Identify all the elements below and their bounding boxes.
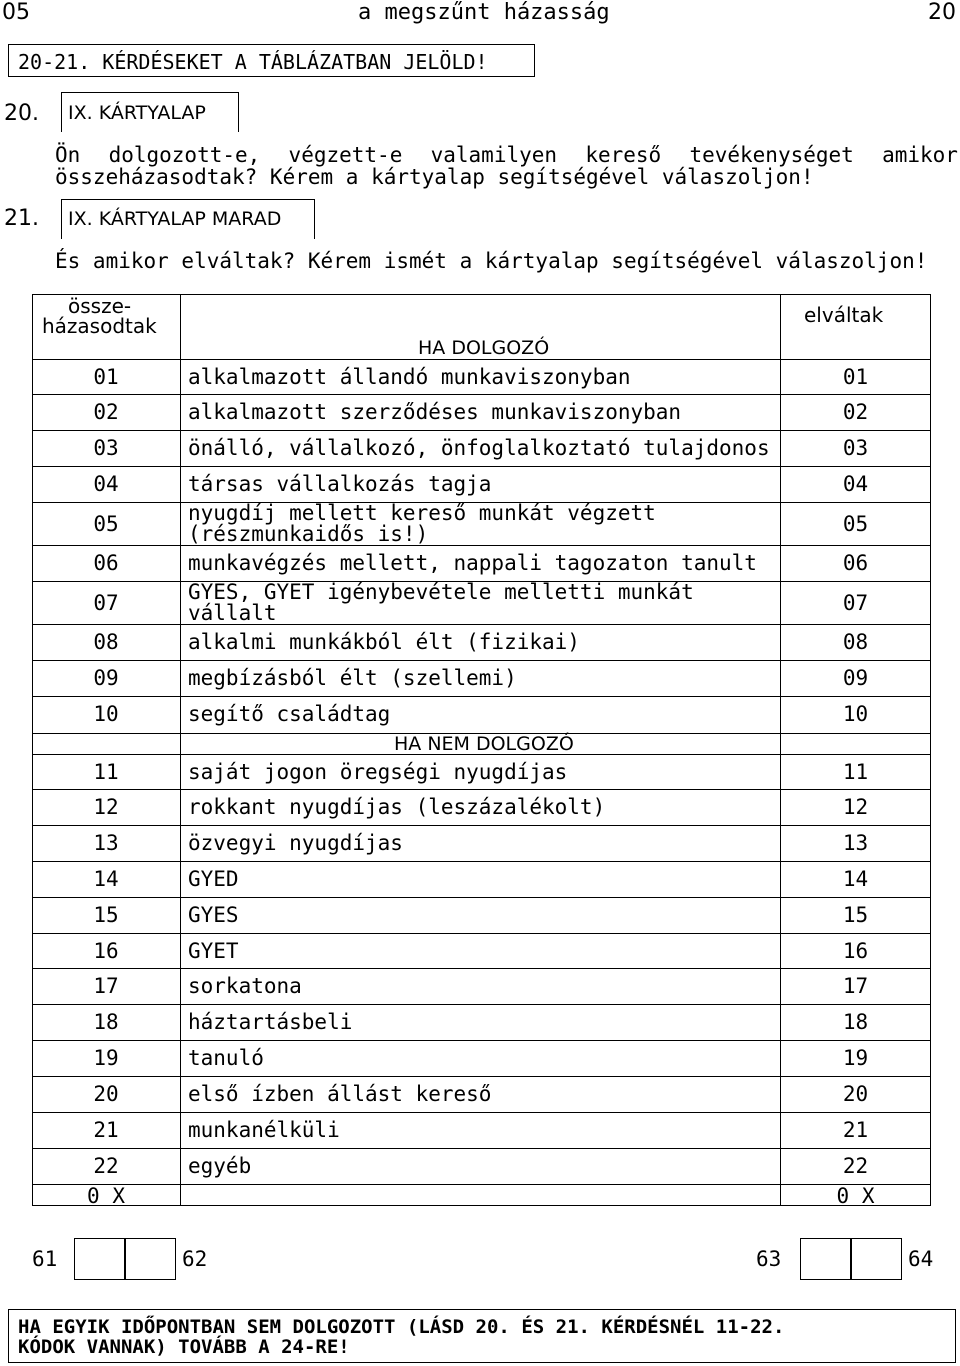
code-married[interactable]: 14 <box>93 867 119 891</box>
code-married[interactable]: 19 <box>93 1046 119 1070</box>
row-label-line: nyugdíj mellett kereső munkát végzett <box>188 501 656 525</box>
col-header-married-2: házasodtak <box>42 314 157 338</box>
row-divider <box>32 359 931 360</box>
code-divorced[interactable]: 07 <box>842 591 869 615</box>
filter-instruction-line1: HA EGYIK IDŐPONTBAN SEM DOLGOZOTT (LÁSD 20. ÉS 21. KÉRDÉSNÉL 11-22. <box>18 1316 785 1338</box>
code-divorced[interactable]: 17 <box>842 974 869 998</box>
row-label: sorkatona <box>188 974 302 998</box>
row-label: GYET <box>188 939 239 963</box>
code-divorced[interactable]: 15 <box>842 903 869 927</box>
q20-word: valamilyen <box>430 143 558 167</box>
code-married[interactable]: 17 <box>93 974 119 998</box>
q20-word: tevékenységet <box>689 143 854 167</box>
code-divorced[interactable]: 06 <box>842 551 869 575</box>
answer-box-divorced-2[interactable] <box>850 1238 902 1280</box>
row-label: rokkant nyugdíjas (leszázalékolt) <box>188 795 606 819</box>
row-label: háztartásbeli <box>188 1010 353 1034</box>
row-divider <box>32 1076 931 1077</box>
code-married[interactable]: 05 <box>93 512 119 536</box>
page-header-number: 20 <box>928 0 956 25</box>
row-label-line: vállalt <box>188 601 277 625</box>
row-divider <box>32 789 931 790</box>
q20-question-line1 <box>55 145 958 166</box>
col-header-married: össze- <box>68 294 132 318</box>
code-married[interactable]: 06 <box>93 551 119 575</box>
code-divorced[interactable]: 11 <box>842 760 869 784</box>
code-divorced[interactable]: 22 <box>842 1154 869 1178</box>
code-married[interactable]: 09 <box>93 666 119 690</box>
code-divorced[interactable]: 20 <box>842 1082 869 1106</box>
row-label-line: (részmunkaidős is!) <box>188 522 429 546</box>
row-label: megbízásból élt (szellemi) <box>188 666 517 690</box>
row-divider <box>32 430 931 431</box>
code-married[interactable]: 22 <box>93 1154 119 1178</box>
row-divider <box>32 1004 931 1005</box>
q20-word: végzett-e <box>288 143 403 167</box>
row-label: tanuló <box>188 1046 264 1070</box>
row-divider <box>32 466 931 467</box>
code-divorced[interactable]: 09 <box>842 666 869 690</box>
code-divorced[interactable]: 16 <box>842 939 869 963</box>
row-divider <box>32 545 931 546</box>
code-divorced[interactable]: 04 <box>842 472 869 496</box>
row-divider <box>32 696 931 697</box>
row-label-line: GYES, GYET igénybevétele melletti munkát <box>188 580 694 604</box>
code-married[interactable]: 01 <box>93 365 119 389</box>
row-label: önálló, vállalkozó, önfoglalkoztató tulajdonos <box>188 436 770 460</box>
code-divorced[interactable]: 21 <box>842 1118 869 1142</box>
code-divorced[interactable]: 13 <box>842 831 869 855</box>
row-label: özvegyi nyugdíjas <box>188 831 403 855</box>
position-62: 62 <box>182 1247 208 1271</box>
code-married[interactable]: 18 <box>93 1010 119 1034</box>
row-divider <box>32 861 931 862</box>
code-divorced[interactable]: 02 <box>842 400 869 424</box>
q21-question <box>55 251 927 272</box>
code-divorced[interactable]: 03 <box>842 436 869 460</box>
position-61: 61 <box>32 1247 58 1271</box>
row-divider <box>32 1040 931 1041</box>
code-divorced[interactable]: 19 <box>842 1046 869 1070</box>
code-divorced[interactable]: 12 <box>842 795 869 819</box>
row-divider <box>32 660 931 661</box>
row-divider <box>32 825 931 826</box>
answer-box-married-2[interactable] <box>124 1238 176 1280</box>
row-divider <box>32 624 931 625</box>
code-married[interactable]: 21 <box>93 1118 119 1142</box>
answer-box-divorced-1[interactable] <box>800 1238 852 1280</box>
row-label: első ízben állást kereső <box>188 1082 492 1106</box>
q21-number: 21. <box>4 206 39 231</box>
q21-card-label: IX. KÁRTYALAP MARAD <box>68 208 282 230</box>
code-divorced[interactable]: 05 <box>842 512 869 536</box>
code-married-none[interactable]: 0 X <box>87 1184 125 1208</box>
row-label: segítő családtag <box>188 702 391 726</box>
answer-box-married-1[interactable] <box>74 1238 126 1280</box>
code-divorced[interactable]: 14 <box>842 867 869 891</box>
code-divorced[interactable]: 18 <box>842 1010 869 1034</box>
q20-word: dolgozott-e, <box>108 143 261 167</box>
code-married[interactable]: 07 <box>93 591 119 615</box>
row-divider <box>32 1184 931 1185</box>
q20-question-line2: összeházasodtak? Kérem a kártyalap segítségével válaszoljon! <box>55 165 814 189</box>
code-married[interactable]: 13 <box>93 831 119 855</box>
code-divorced[interactable]: 01 <box>842 365 869 389</box>
code-married[interactable]: 15 <box>93 903 119 927</box>
row-divider <box>32 1112 931 1113</box>
instruction-text: 20-21. KÉRDÉSEKET A TÁBLÁZATBAN JELÖLD! <box>18 50 488 74</box>
row-label: alkalmi munkákból élt (fizikai) <box>188 630 580 654</box>
q21-question-a: És amikor elváltak? <box>55 249 296 273</box>
row-label: saját jogon öregségi nyugdíjas <box>188 760 568 784</box>
page-header-left: 05 <box>2 0 30 25</box>
code-divorced[interactable]: 10 <box>842 702 869 726</box>
row-label: GYES <box>188 903 239 927</box>
row-label: munkavégzés mellett, nappali tagozaton tanult <box>188 551 757 575</box>
row-label: munkanélküli <box>188 1118 340 1142</box>
col-header-divorced: elváltak <box>804 303 884 327</box>
q20-word: amikor <box>882 143 958 167</box>
code-married[interactable]: 03 <box>93 436 119 460</box>
row-divider <box>32 1148 931 1149</box>
q20-card-label: IX. KÁRTYALAP <box>68 102 206 124</box>
code-married[interactable]: 08 <box>93 630 119 654</box>
q20-number: 20. <box>4 101 39 126</box>
position-64: 64 <box>908 1247 934 1271</box>
row-label: egyéb <box>188 1154 252 1178</box>
code-married[interactable]: 12 <box>93 795 119 819</box>
code-married[interactable]: 04 <box>93 472 119 496</box>
q20-word: kereső <box>585 143 662 167</box>
code-married[interactable]: 20 <box>93 1082 119 1106</box>
code-married[interactable]: 11 <box>93 760 119 784</box>
position-63: 63 <box>756 1247 782 1271</box>
row-divider <box>32 968 931 969</box>
section-not-working: HA NEM DOLGOZÓ <box>394 733 574 755</box>
row-label <box>188 503 656 545</box>
row-label: alkalmazott szerződéses munkaviszonyban <box>188 400 682 424</box>
page-header-title: a megszűnt házasság <box>358 0 610 25</box>
code-married[interactable]: 02 <box>93 400 119 424</box>
code-divorced-none[interactable]: 0 X <box>836 1184 875 1208</box>
row-label <box>188 582 694 624</box>
row-divider <box>32 933 931 934</box>
row-label: alkalmazott állandó munkaviszonyban <box>188 365 631 389</box>
code-divorced[interactable]: 08 <box>842 630 869 654</box>
row-divider <box>32 897 931 898</box>
code-married[interactable]: 10 <box>93 702 119 726</box>
section-working: HA DOLGOZÓ <box>418 337 550 359</box>
row-divider <box>32 394 931 395</box>
row-label: társas vállalkozás tagja <box>188 472 492 496</box>
code-married[interactable]: 16 <box>93 939 119 963</box>
row-label: GYED <box>188 867 239 891</box>
q20-word: Ön <box>55 143 81 167</box>
q21-question-b: Kérem ismét a kártyalap segítségével válaszoljon! <box>295 249 928 273</box>
filter-instruction-line2: KÓDOK VANNAK) TOVÁBB A 24-RE! <box>18 1336 350 1358</box>
